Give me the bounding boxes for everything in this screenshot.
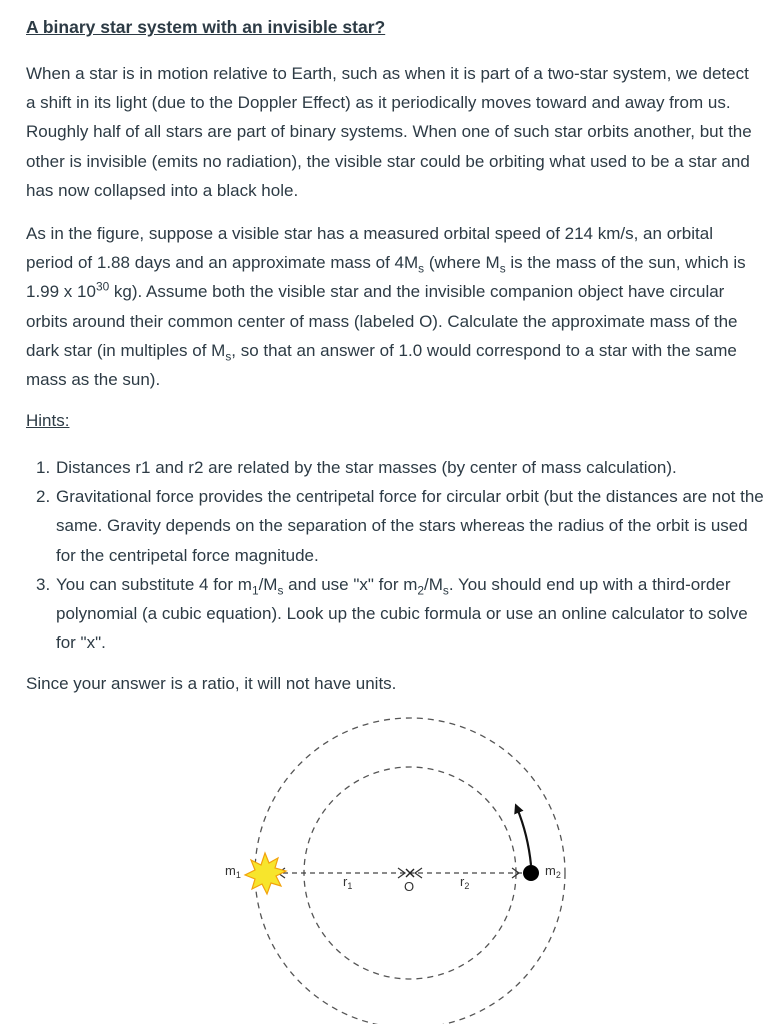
hint-text-b: /M <box>258 574 278 594</box>
visible-star-icon <box>245 853 286 894</box>
hint-text-d: /M <box>424 574 443 594</box>
hint-item-3 <box>26 570 766 658</box>
velocity-arrow <box>517 808 531 865</box>
hint-item-1 <box>26 453 766 482</box>
r2-label: $r_2$ <box>460 874 470 891</box>
problem-exponent: 30 <box>95 279 110 294</box>
hint-item-2 <box>26 482 766 570</box>
outer-orbit <box>255 718 565 1024</box>
dark-star-icon <box>523 865 539 881</box>
hint-sub-2: 2 <box>417 583 424 598</box>
hints-heading: Hints: <box>26 411 70 430</box>
m2-label: $m_2$ <box>545 863 561 880</box>
intro-paragraph: When a star is in motion relative to Earth, such as when it is part of a two-star system, we detect a shift in its light (due to the Doppler Effect) as it periodically moves toward and away from us. Roughly half of all stars are part of binary systems. When one of such star orbits another, but the other is invisible (emits no radiation), the visible star could be orbiting what used to be a star and has now collapsed into a black hole. <box>26 64 752 200</box>
hint-number: 2. <box>36 487 51 507</box>
problem-text-e: , so that an answer of 1.0 would correspond to a star with the same mass as the sun). <box>26 340 737 390</box>
binary-orbit-figure <box>0 705 777 1024</box>
hints-list <box>26 453 766 657</box>
closing-note: Since your answer is a ratio, it will not have units. <box>26 674 397 693</box>
problem-text-c: is the mass of the sun, which is 1.99 x 10 <box>26 253 746 302</box>
hint-text-c: and use "x" for m <box>283 574 418 594</box>
problem-paragraph <box>26 219 761 394</box>
m1-label: $m_1$ <box>225 863 241 880</box>
problem-text-b: (where M <box>424 253 500 273</box>
hint-text-a: You can substitute 4 for m <box>56 574 252 594</box>
hint-text: Gravitational force provides the centripetal force for circular orbit (but the distances are not the same. Gravity depends on the separation of the stars whereas the radius of the orbit is used for the centripetal force magnitude. <box>56 487 764 565</box>
problem-sub-s2: s <box>499 261 506 276</box>
page-title: A binary star system with an invisible star? <box>26 17 386 37</box>
problem-text-a: As in the figure, suppose a visible star has a measured orbital speed of 214 km/s, an orbital period of 1.88 days and an approximate mass of 4M <box>26 224 713 273</box>
hint-sub-s2: s <box>442 583 449 598</box>
problem-sub-s1: s <box>418 261 425 276</box>
hint-number: 1. <box>36 458 51 477</box>
hint-sub-1: 1 <box>251 583 259 598</box>
center-label: O <box>404 879 415 894</box>
hint-text-e: . You should end up with a third-order polynomial (a cubic equation). Look up the cubic formula or use an online calculator to solve for "x". <box>56 574 748 653</box>
hint-number: 3. <box>36 574 51 594</box>
problem-text-d: kg). Assume both the visible star and the invisible companion object have circular orbits around their common center of mass (labeled O). Calculate the approximate mass of the dark star (in multiples of M <box>26 282 738 360</box>
hint-text: Distances r1 and r2 are related by the star masses (by center of mass calculation). <box>56 458 677 477</box>
r1-label: $r_1$ <box>343 874 353 891</box>
hint-sub-s1: s <box>277 583 284 598</box>
problem-sub-s3: s <box>225 349 232 364</box>
